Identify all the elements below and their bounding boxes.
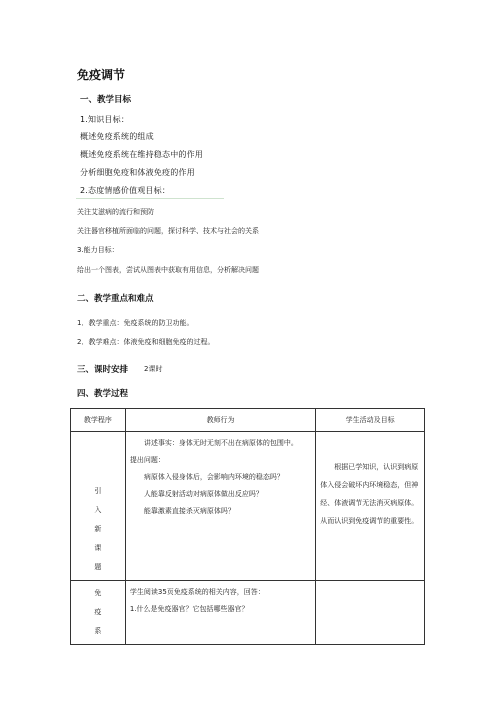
knowledge-goal-3: 分析细胞免疫和体液免疫的作用	[80, 168, 195, 177]
ability-goal-1: 给出一个图表，尝试从图表中获取有用信息，分析解决问题	[77, 266, 259, 274]
hours-value: 2课时	[144, 365, 163, 373]
table-row	[71, 581, 425, 645]
student-text: 根据已学知识，认识到病原体入侵会破坏内环境稳态，但神经、体液调节无法消灭病原体。从而认识到免疫调节的重要性。	[320, 463, 419, 525]
teacher-line: 讲述事实：身体无时无刻不出在病原体的包围中。	[143, 439, 298, 447]
section-heading-objectives: 一、教学目标	[80, 95, 132, 105]
student-cell	[316, 581, 425, 645]
stage-char: 新	[94, 525, 102, 533]
stage-char: 引	[94, 487, 102, 495]
stage-char: 课	[94, 544, 102, 552]
attitude-goal-2: 关注器官移植所面临的问题，探讨科学、技术与社会的关系	[77, 227, 259, 235]
attitude-goal-label: 2.态度情感价值观目标：	[80, 186, 171, 195]
stage-cell	[71, 581, 126, 645]
stage-char: 入	[94, 506, 102, 514]
stage-char: 免	[94, 589, 102, 597]
stage-char: 疫	[94, 608, 102, 616]
teacher-cell	[125, 581, 315, 645]
teacher-line: 人能靠反射活动对病原体做出反应吗？	[143, 490, 263, 498]
section-heading-hours: 三、课时安排	[77, 365, 129, 375]
page-title: 免疫调节	[77, 68, 126, 82]
stage-char: 题	[94, 563, 102, 571]
table-row	[71, 432, 425, 581]
section-heading-process: 四、教学过程	[77, 389, 129, 399]
table-header-row	[71, 409, 425, 432]
divider-line	[76, 198, 224, 199]
teacher-line: 能靠激素直接杀灭病原体吗？	[143, 507, 235, 515]
key-point: 1．教学重点：免疫系统的防卫功能。	[77, 319, 194, 327]
table-header-cell: 教学程序	[71, 409, 126, 432]
teacher-line: 提出问题：	[129, 456, 165, 464]
teacher-line: 学生阅读35页免疫系统的相关内容，回答：	[129, 588, 265, 596]
teacher-line: 病原体入侵身体后，会影响内环境的稳态吗？	[143, 473, 284, 481]
attitude-goal-1: 关注艾滋病的流行和预防	[77, 208, 154, 216]
section-heading-key-points: 二、教学重点和难点	[77, 294, 154, 304]
ability-goal-label: 3.能力目标：	[77, 246, 119, 254]
knowledge-goal-1: 概述免疫系统的组成	[80, 132, 154, 141]
student-cell	[316, 432, 425, 581]
table-header-cell: 学生活动及目标	[316, 409, 425, 432]
table-header-cell: 教师行为	[125, 409, 315, 432]
teacher-cell	[125, 432, 315, 581]
stage-cell	[71, 432, 126, 581]
stage-char: 系	[94, 627, 102, 635]
teaching-process-table	[70, 408, 425, 645]
teacher-line: 1.什么是免疫器官？它包括哪些器官？	[129, 605, 249, 613]
knowledge-goal-2: 概述免疫系统在维持稳态中的作用	[80, 150, 203, 159]
difficult-point: 2．教学难点：体液免疫和细胞免疫的过程。	[77, 338, 215, 346]
knowledge-goal-label: 1.知识目标：	[80, 115, 130, 124]
